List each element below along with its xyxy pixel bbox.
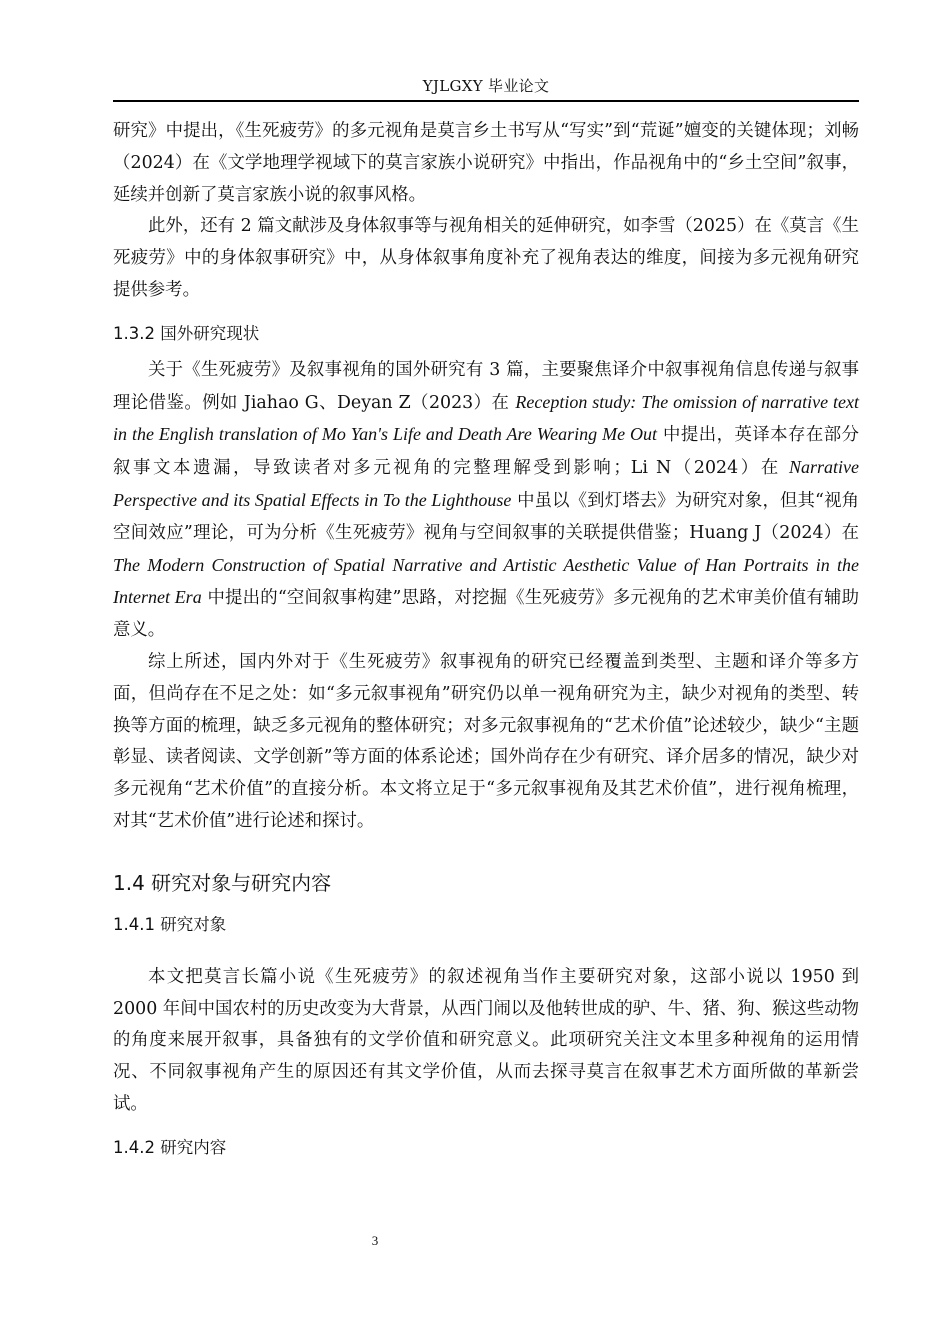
italic-title-han-portraits: The Modern Construction of Spatial Narrative and Artistic Aesthetic Value of Han Portraits in the Internet Era bbox=[113, 554, 859, 608]
header-rule bbox=[113, 100, 859, 102]
paragraph-research-object: 本文把莫言长篇小说《生死疲劳》的叙述视角当作主要研究对象，这部小说以 1950 到 2000 年间中国农村的历史改变为大背景，从西门闹以及他转世成的驴、牛、猪、狗、猴这些动物的角度来展开叙事，具备独有的文学价值和研究意义。此项研究关注文本里多种视角的运用情况、不同叙事视角产生的原因还有其文学价值，从而去探寻莫言在叙事艺术方面所做的革新尝试。 bbox=[113, 966, 859, 1114]
paragraph-body-narrative: 此外，还有 2 篇文献涉及身体叙事等与视角相关的延伸研究，如李雪（2025）在《莫言《生死疲劳》中的身体叙事研究》中，从身体叙事角度补充了视角表达的维度，间接为多元视角研究提供参考。 bbox=[113, 216, 859, 300]
italic-title-narrative-perspective: Narrative Perspective and its Spatial Effects in To the Lighthouse bbox=[113, 457, 859, 510]
text-run: 中虽以《到灯塔去》为研究对象，但其“视角空间效应”理论，可为分析《生死疲劳》视角与空间叙事的关联提供借鉴；Huang J（2024）在 bbox=[113, 490, 859, 543]
text-run: 中提出的“空间叙事构建”思路，对挖掘《生死疲劳》多元视角的艺术审美价值有辅助意义。 bbox=[113, 588, 859, 641]
section-heading-1-4-1: 1.4.1 研究对象 bbox=[113, 914, 227, 934]
text-run: 中提出，英译本存在部分叙事文本遗漏，导致读者对多元视角的完整理解受到影响；Li N（2024）在 bbox=[113, 425, 859, 479]
page-header: YJLGXY 毕业论文 bbox=[422, 77, 550, 95]
section-heading-1-3-2: 1.3.2 国外研究现状 bbox=[113, 323, 260, 343]
section-heading-1-4-2: 1.4.2 研究内容 bbox=[113, 1137, 227, 1157]
paragraph-foreign-research bbox=[113, 355, 859, 647]
section-heading-1-4: 1.4 研究对象与研究内容 bbox=[113, 870, 332, 895]
document-body bbox=[113, 116, 859, 1161]
paragraph-continued: 研究》中提出，《生死疲劳》的多元视角是莫言乡土书写从“写实”到“荒诞”嬗变的关键体现；刘畅（2024）在《文学地理学视域下的莫言家族小说研究》中指出，作品视角中的“乡土空间”叙事，延续并创新了莫言家族小说的叙事风格。 bbox=[113, 121, 859, 205]
text-run: 关于《生死疲劳》及叙事视角的国外研究有 3 篇，主要聚焦译介中叙事视角信息传递与叙事理论借鉴。例如 Jiahao G、Deyan Z（2023）在 bbox=[113, 359, 859, 413]
page-number: 3 bbox=[371, 1233, 379, 1248]
paragraph-summary: 综上所述，国内外对于《生死疲劳》叙事视角的研究已经覆盖到类型、主题和译介等多方面，但尚存在不足之处：如“多元叙事视角”研究仍以单一视角研究为主，缺少对视角的类型、转换等方面的梳理，缺乏多元视角的整体研究；对多元叙事视角的“艺术价值”论述较少，缺少“主题彰显、读者阅读、文学创新”等方面的体系论述；国外尚存在少有研究、译介居多的情况，缺少对多元视角“艺术价值”的直接分析。本文将立足于“多元叙事视角及其艺术价值”，进行视角梳理，对其“艺术价值”进行论述和探讨。 bbox=[113, 651, 859, 831]
italic-title-reception-study: Reception study: The omission of narrative text in the English translation of Mo Yan's Life and Death Are Wearing Me Out bbox=[113, 391, 860, 445]
